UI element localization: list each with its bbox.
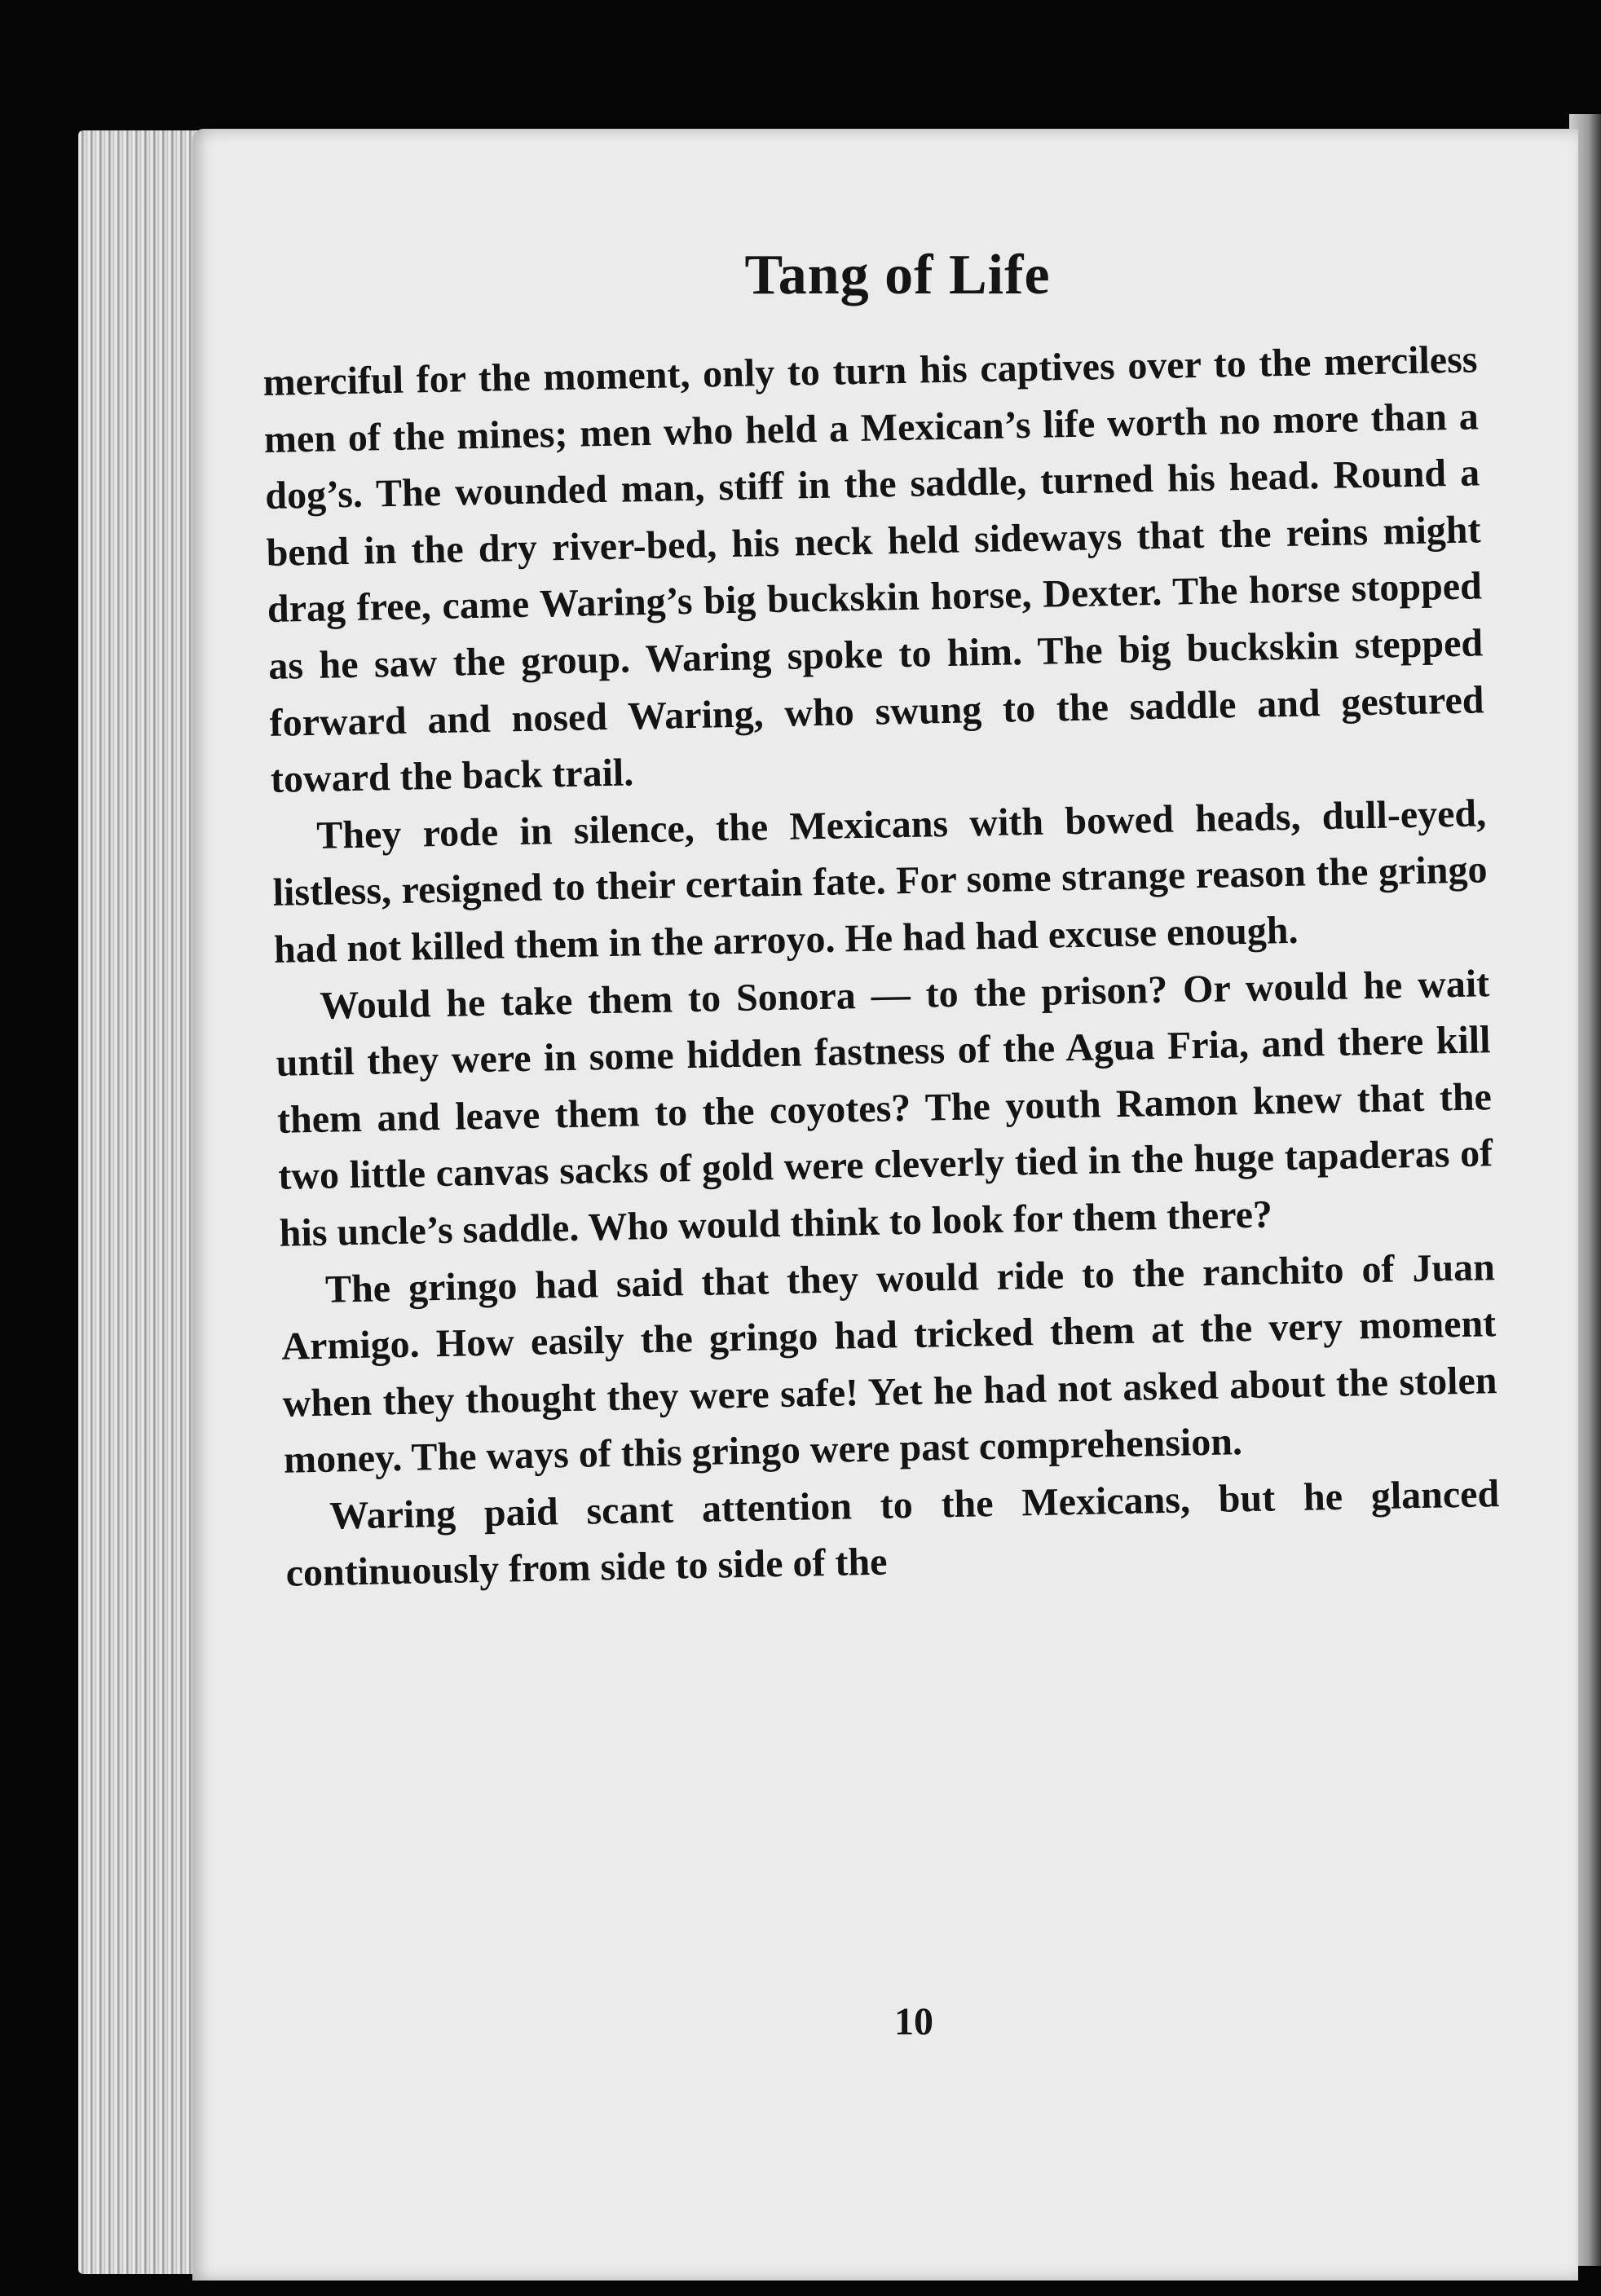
paragraph: Waring paid scant attention to the Mexicans, but he glanced continuously from side to side of the (285, 1472, 1500, 1596)
paragraph: They rode in silence, the Mexicans with bowed heads, dull-eyed, listless, resigned to their certain fate. For some strange reason the gringo had not killed them in the arroyo. He had had excuse enough. (272, 791, 1488, 972)
body-text (262, 331, 1501, 1602)
paragraph: merciful for the moment, only to turn his captives over to the merciless men of the mines; men who held a Mexican’s life worth no more than a dog’s. The wounded man, stiff in the saddle, turned his head. Round a bend in the dry river-bed, his neck held sideways that the reins might drag free, came Waring’s big buckskin horse, Dexter. The horse stopped as he saw the group. Waring spoke to him. The big buckskin stepped forward and nosed Waring, who swung to the saddle and gestured toward the back trail. (262, 337, 1484, 802)
running-head: Tang of Life (744, 244, 1051, 306)
page-number: 10 (894, 2000, 933, 2043)
page-edges-left (78, 130, 201, 2274)
paragraph: The gringo had said that they would ride to the ranchito of Juan Armigo. How easily the gringo had tricked them at the very moment when they thought they were safe! Yet he had not asked about the stolen money. The ways of this gringo were past comprehension. (280, 1245, 1497, 1483)
paragraph: Would he take them to Sonora — to the prison? Or would he wait until they were in some hidden fastness of the Agua Fria, and there kill them and leave them to the coyotes? The youth Ramon knew that the two little canvas sacks of gold were cleverly tied in the huge tapaderas of his uncle’s saddle. Who would think to look for them there? (276, 961, 1493, 1255)
